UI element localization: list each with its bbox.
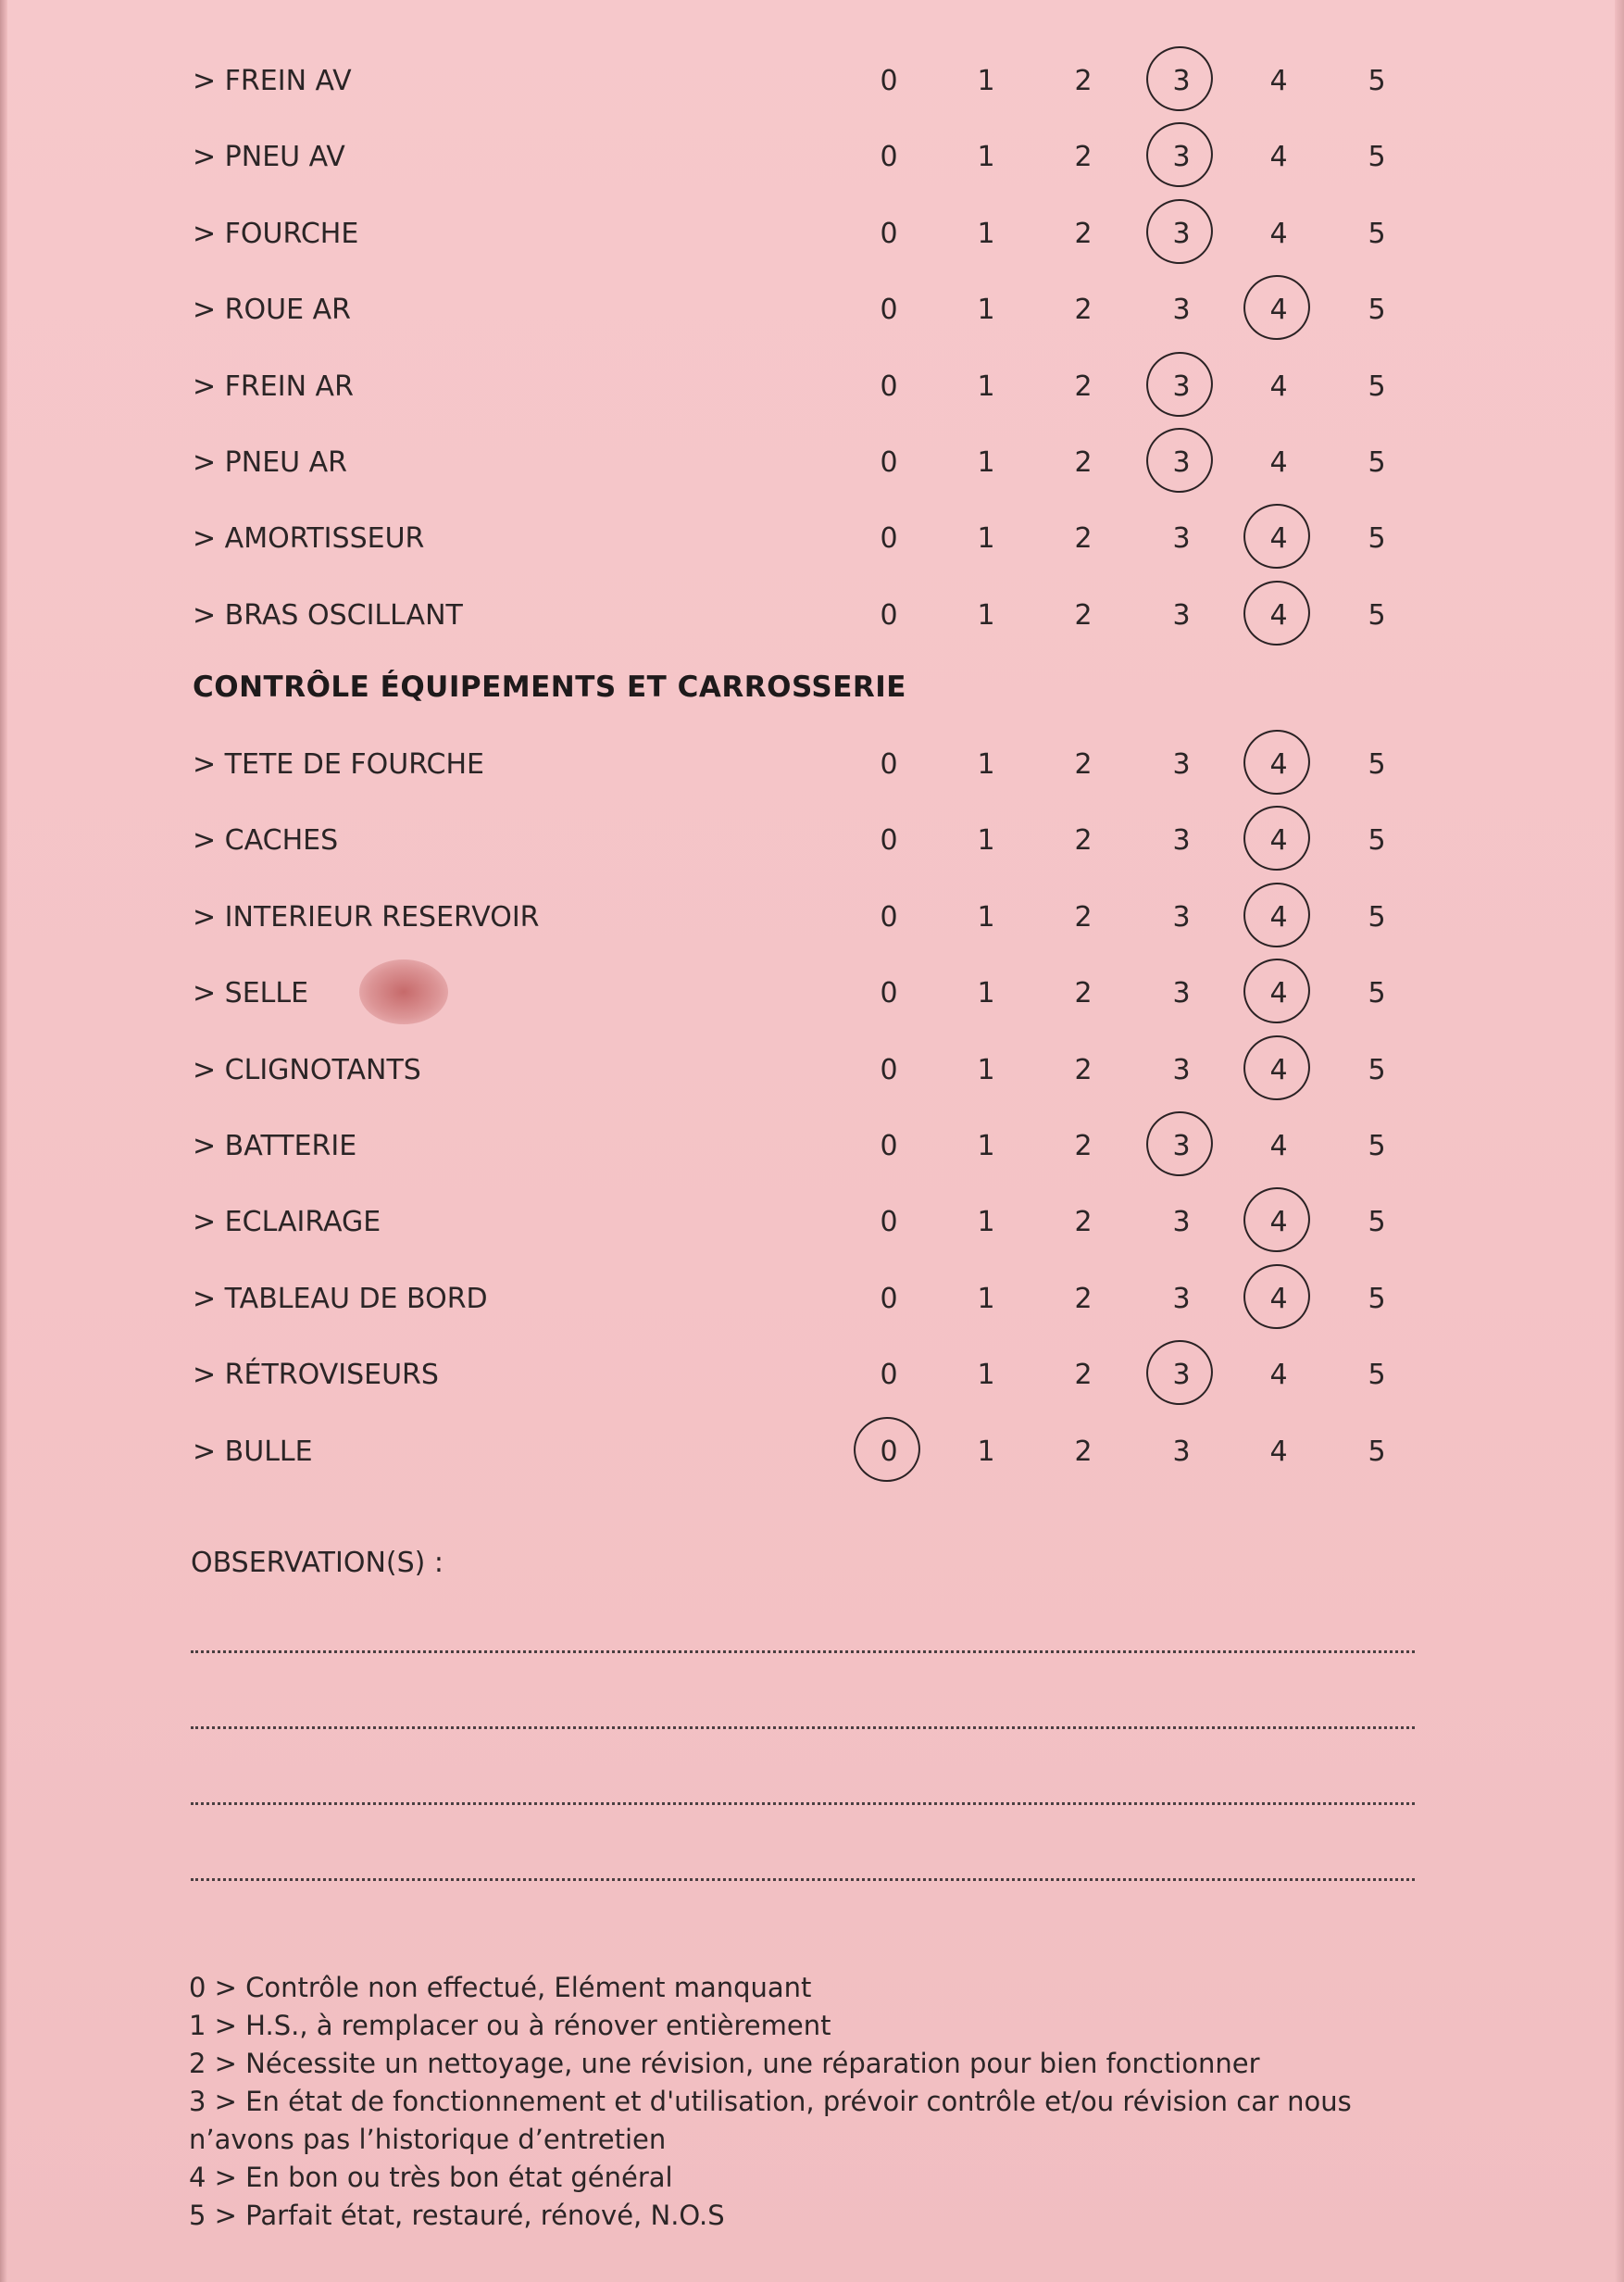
score-option-1: 1 xyxy=(977,65,995,97)
score-option-1: 1 xyxy=(977,294,995,327)
score-option-0: 0 xyxy=(880,294,898,327)
score-option-3: 3 xyxy=(1172,598,1191,632)
row-label: > ECLAIRAGE xyxy=(193,1206,381,1239)
score-option-3: 3 xyxy=(1172,522,1191,556)
inspection-row xyxy=(0,1198,1624,1247)
score-option-3: 3 xyxy=(1172,1053,1191,1086)
row-label: > TABLEAU DE BORD xyxy=(193,1282,488,1315)
score-option-5: 5 xyxy=(1368,522,1386,556)
score-option-0: 0 xyxy=(880,598,898,632)
score-option-2: 2 xyxy=(1074,370,1093,403)
inspection-row xyxy=(0,210,1624,258)
inspection-row xyxy=(0,286,1624,334)
score-option-2: 2 xyxy=(1074,65,1093,97)
score-option-0: 0 xyxy=(880,1130,898,1162)
score-option-3: 3 xyxy=(1172,900,1191,934)
score-option-0: 0 xyxy=(880,65,898,97)
score-option-4: 4 xyxy=(1269,65,1288,97)
observation-line-1 xyxy=(191,1650,1415,1653)
score-option-2: 2 xyxy=(1074,1359,1093,1392)
score-option-2: 2 xyxy=(1074,522,1093,556)
row-label: > FOURCHE xyxy=(193,217,359,250)
score-option-1: 1 xyxy=(977,900,995,934)
score-option-1: 1 xyxy=(977,1435,995,1468)
score-option-5: 5 xyxy=(1368,598,1386,632)
inspection-row xyxy=(0,817,1624,865)
score-option-5: 5 xyxy=(1368,900,1386,934)
legend-item: 1 > H.S., à remplacer ou à rénover entièrement xyxy=(189,2010,831,2041)
row-label: > BATTERIE xyxy=(193,1130,357,1162)
score-option-5: 5 xyxy=(1368,141,1386,174)
score-option-2: 2 xyxy=(1074,294,1093,327)
score-option-5: 5 xyxy=(1368,1053,1386,1086)
row-label: > RÉTROVISEURS xyxy=(193,1359,439,1392)
score-option-4: 4 xyxy=(1251,515,1306,563)
score-option-4: 4 xyxy=(1251,286,1306,334)
inspection-row xyxy=(0,1275,1624,1323)
row-label: > PNEU AV xyxy=(193,141,345,174)
score-option-3: 3 xyxy=(1154,57,1209,106)
score-option-0: 0 xyxy=(880,900,898,934)
score-option-2: 2 xyxy=(1074,141,1093,174)
score-option-0: 0 xyxy=(880,748,898,781)
score-option-5: 5 xyxy=(1368,65,1386,97)
score-option-1: 1 xyxy=(977,1359,995,1392)
score-option-0: 0 xyxy=(880,824,898,858)
score-option-5: 5 xyxy=(1368,446,1386,479)
score-option-0: 0 xyxy=(880,141,898,174)
score-option-3: 3 xyxy=(1172,824,1191,858)
legend xyxy=(189,1969,1430,2235)
inspection-row xyxy=(0,57,1624,106)
score-option-2: 2 xyxy=(1074,824,1093,858)
score-option-1: 1 xyxy=(977,824,995,858)
row-label: > PNEU AR xyxy=(193,446,348,479)
score-option-4: 4 xyxy=(1251,1275,1306,1323)
score-option-5: 5 xyxy=(1368,1359,1386,1392)
score-option-5: 5 xyxy=(1368,1435,1386,1468)
score-option-5: 5 xyxy=(1368,1282,1386,1315)
row-label: > TETE DE FOURCHE xyxy=(193,748,484,781)
score-option-1: 1 xyxy=(977,748,995,781)
score-option-1: 1 xyxy=(977,370,995,403)
observation-line-2 xyxy=(191,1726,1415,1729)
score-option-2: 2 xyxy=(1074,900,1093,934)
score-option-0: 0 xyxy=(880,370,898,403)
score-option-3: 3 xyxy=(1172,1435,1191,1468)
inspection-row xyxy=(0,439,1624,487)
score-option-3: 3 xyxy=(1172,1282,1191,1315)
score-option-2: 2 xyxy=(1074,1206,1093,1239)
score-option-5: 5 xyxy=(1368,294,1386,327)
observation-label: OBSERVATION(S) : xyxy=(191,1547,443,1579)
score-option-1: 1 xyxy=(977,1053,995,1086)
score-option-4: 4 xyxy=(1269,1435,1288,1468)
score-option-3: 3 xyxy=(1154,1122,1209,1171)
score-option-4: 4 xyxy=(1269,141,1288,174)
score-option-0: 0 xyxy=(880,217,898,250)
score-option-5: 5 xyxy=(1368,824,1386,858)
row-label: > BULLE xyxy=(193,1435,313,1468)
score-option-3: 3 xyxy=(1172,294,1191,327)
score-option-1: 1 xyxy=(977,598,995,632)
score-option-3: 3 xyxy=(1154,210,1209,258)
score-option-0: 0 xyxy=(880,1282,898,1315)
score-option-1: 1 xyxy=(977,977,995,1010)
score-option-3: 3 xyxy=(1154,439,1209,487)
score-option-4: 4 xyxy=(1269,1130,1288,1162)
score-option-1: 1 xyxy=(977,522,995,556)
inspection-row xyxy=(0,970,1624,1018)
inspection-row xyxy=(0,741,1624,789)
score-option-2: 2 xyxy=(1074,446,1093,479)
score-option-3: 3 xyxy=(1172,977,1191,1010)
score-option-4: 4 xyxy=(1251,894,1306,942)
score-option-5: 5 xyxy=(1368,370,1386,403)
score-option-4: 4 xyxy=(1251,592,1306,640)
score-option-1: 1 xyxy=(977,217,995,250)
score-option-4: 4 xyxy=(1251,741,1306,789)
score-option-4: 4 xyxy=(1251,817,1306,865)
inspection-row xyxy=(0,363,1624,411)
score-option-3: 3 xyxy=(1154,1351,1209,1399)
legend-item: 2 > Nécessite un nettoyage, une révision, une réparation pour bien fonctionner xyxy=(189,2048,1260,2079)
inspection-row xyxy=(0,894,1624,942)
score-option-2: 2 xyxy=(1074,1435,1093,1468)
section-title: CONTRÔLE ÉQUIPEMENTS ET CARROSSERIE xyxy=(193,671,906,704)
score-option-2: 2 xyxy=(1074,977,1093,1010)
legend-item: 5 > Parfait état, restauré, rénové, N.O.S xyxy=(189,2200,725,2231)
legend-item: 3 > En état de fonctionnement et d'utilisation, prévoir contrôle et/ou révision car nous n’avons pas l’historique d’entretien xyxy=(189,2086,1352,2155)
score-option-1: 1 xyxy=(977,1206,995,1239)
legend-item: 0 > Contrôle non effectué, Elément manquant xyxy=(189,1972,812,2003)
row-label: > AMORTISSEUR xyxy=(193,522,425,556)
observation-line-3 xyxy=(191,1802,1415,1805)
row-label: > FREIN AR xyxy=(193,370,354,403)
row-label: > CACHES xyxy=(193,824,339,858)
score-option-0: 0 xyxy=(880,977,898,1010)
score-option-5: 5 xyxy=(1368,217,1386,250)
score-option-5: 5 xyxy=(1368,1130,1386,1162)
score-option-4: 4 xyxy=(1251,970,1306,1018)
inspection-row xyxy=(0,1047,1624,1095)
score-option-5: 5 xyxy=(1368,1206,1386,1239)
score-option-3: 3 xyxy=(1154,133,1209,182)
inspection-row xyxy=(0,1122,1624,1171)
row-label: > BRAS OSCILLANT xyxy=(193,598,463,632)
score-option-2: 2 xyxy=(1074,598,1093,632)
score-option-4: 4 xyxy=(1269,1359,1288,1392)
score-option-1: 1 xyxy=(977,141,995,174)
score-option-4: 4 xyxy=(1269,370,1288,403)
score-option-1: 1 xyxy=(977,1130,995,1162)
inspection-row xyxy=(0,592,1624,640)
row-label: > SELLE xyxy=(193,977,309,1010)
stain-mark xyxy=(359,959,448,1024)
inspection-row xyxy=(0,515,1624,563)
inspection-row xyxy=(0,1428,1624,1476)
score-option-2: 2 xyxy=(1074,1053,1093,1086)
row-label: > FREIN AV xyxy=(193,65,352,97)
row-label: > INTERIEUR RESERVOIR xyxy=(193,900,540,934)
score-option-0: 0 xyxy=(861,1428,917,1476)
score-option-5: 5 xyxy=(1368,977,1386,1010)
score-option-2: 2 xyxy=(1074,748,1093,781)
score-option-0: 0 xyxy=(880,1206,898,1239)
inspection-row xyxy=(0,1351,1624,1399)
row-label: > ROUE AR xyxy=(193,294,351,327)
score-option-4: 4 xyxy=(1269,446,1288,479)
score-option-4: 4 xyxy=(1269,217,1288,250)
score-option-1: 1 xyxy=(977,446,995,479)
observation-line-4 xyxy=(191,1878,1415,1881)
score-option-2: 2 xyxy=(1074,217,1093,250)
row-label: > CLIGNOTANTS xyxy=(193,1053,421,1086)
score-option-0: 0 xyxy=(880,1053,898,1086)
score-option-1: 1 xyxy=(977,1282,995,1315)
score-option-0: 0 xyxy=(880,446,898,479)
score-option-4: 4 xyxy=(1251,1047,1306,1095)
score-option-3: 3 xyxy=(1154,363,1209,411)
score-option-4: 4 xyxy=(1251,1198,1306,1247)
score-option-3: 3 xyxy=(1172,748,1191,781)
inspection-row xyxy=(0,133,1624,182)
score-option-2: 2 xyxy=(1074,1130,1093,1162)
score-option-0: 0 xyxy=(880,1359,898,1392)
legend-item: 4 > En bon ou très bon état général xyxy=(189,2162,673,2193)
score-option-0: 0 xyxy=(880,522,898,556)
score-option-5: 5 xyxy=(1368,748,1386,781)
score-option-3: 3 xyxy=(1172,1206,1191,1239)
score-option-2: 2 xyxy=(1074,1282,1093,1315)
